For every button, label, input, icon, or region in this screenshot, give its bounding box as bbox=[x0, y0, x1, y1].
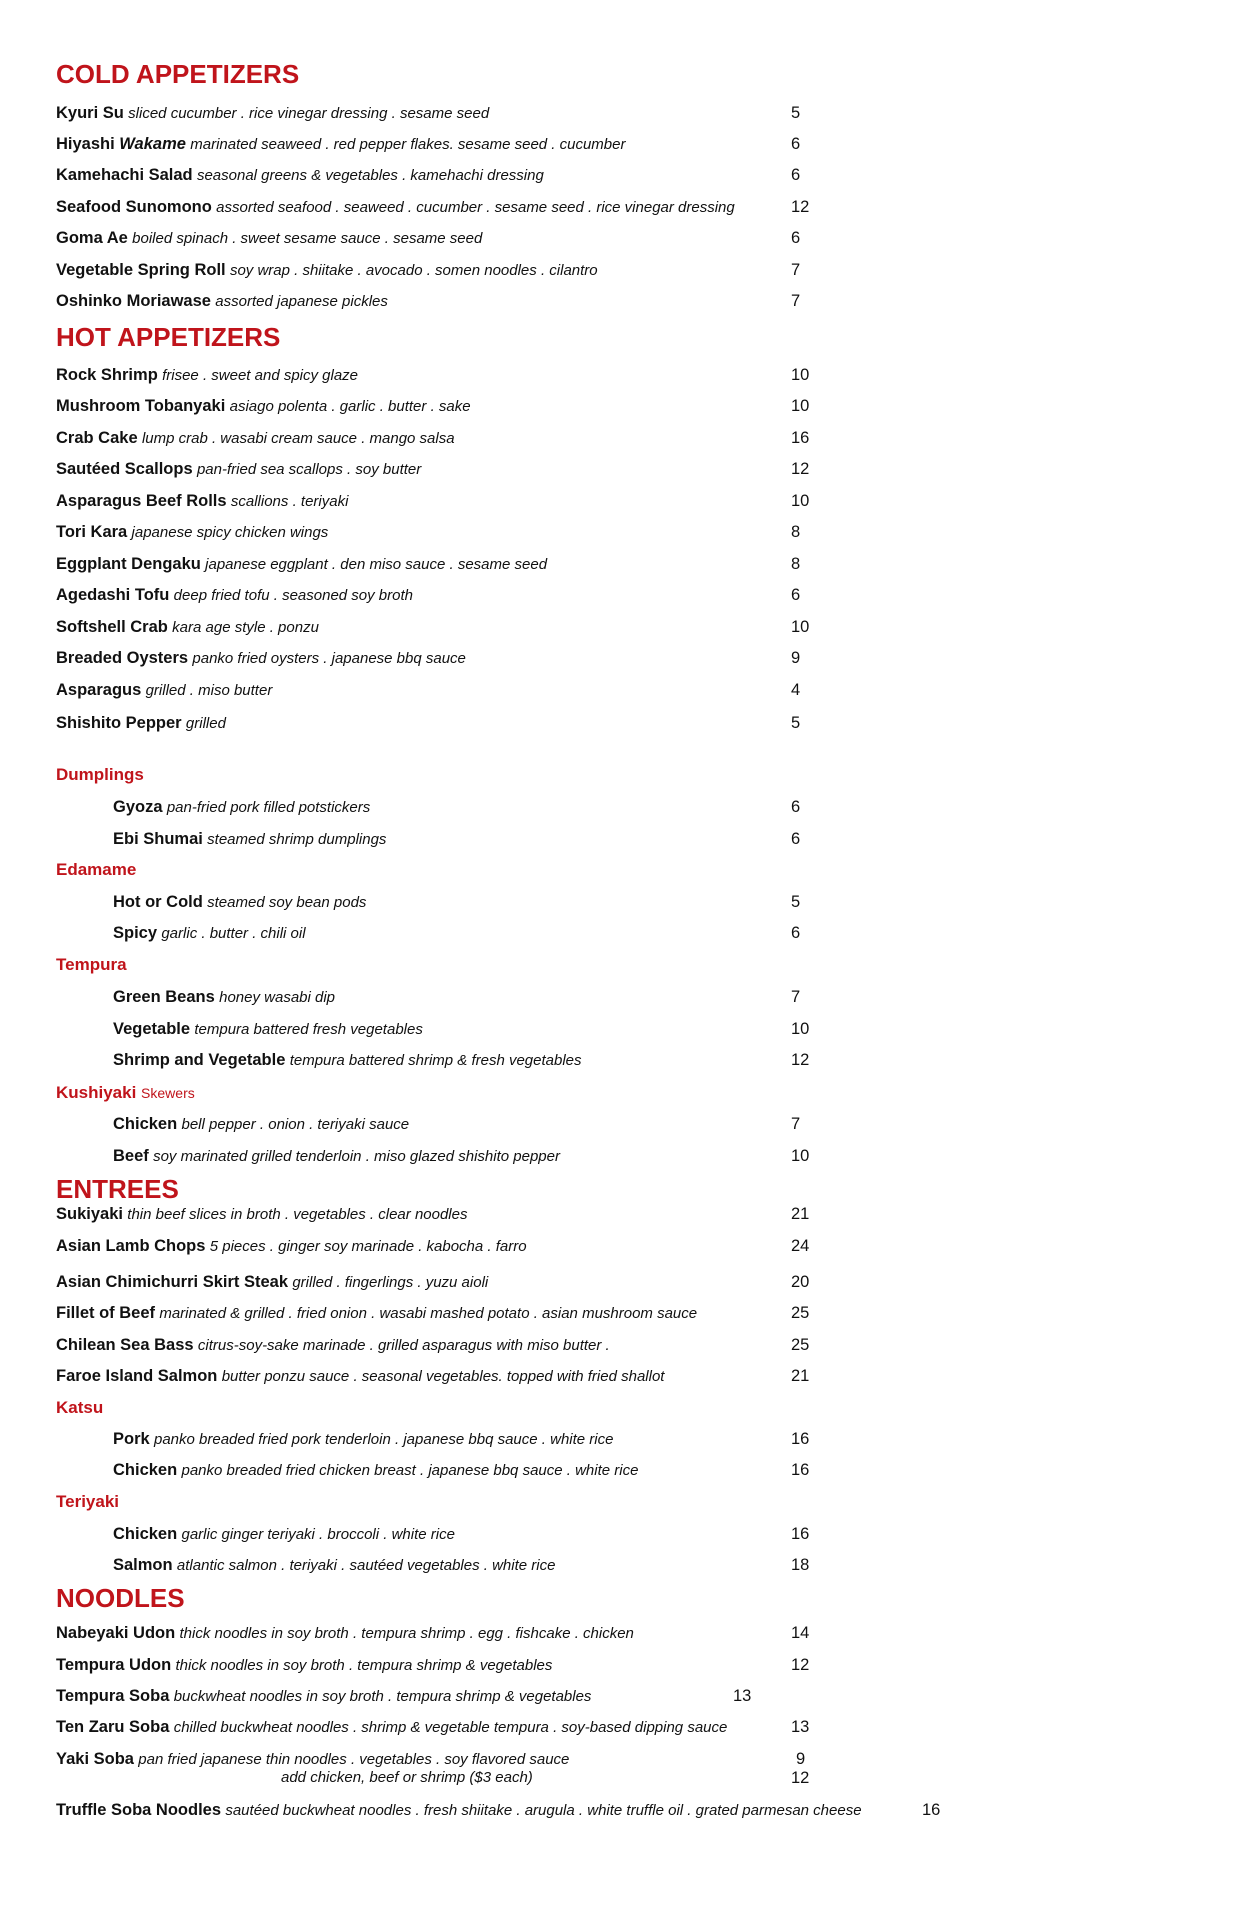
item-price: 16 bbox=[791, 1430, 810, 1448]
item-name: Vegetable Spring Roll bbox=[56, 261, 226, 279]
item-price: 10 bbox=[791, 1147, 810, 1165]
item-price: 8 bbox=[791, 523, 801, 541]
item-price: 25 bbox=[791, 1336, 810, 1354]
menu-item bbox=[56, 365, 358, 386]
item-name: Ten Zaru Soba bbox=[56, 1718, 170, 1736]
menu-item bbox=[56, 491, 348, 512]
item-name: Yaki Soba bbox=[56, 1750, 134, 1768]
item-desc: sliced cucumber . rice vinegar dressing . sesame seed bbox=[128, 105, 490, 122]
menu-item bbox=[113, 1019, 423, 1040]
item-price: 6 bbox=[791, 135, 801, 153]
menu-item bbox=[56, 103, 489, 124]
menu-item bbox=[56, 1366, 664, 1387]
menu-item bbox=[113, 1146, 560, 1167]
item-desc: citrus-soy-sake marinade . grilled asparagus with miso butter . bbox=[197, 1337, 610, 1354]
subsection-title-katsu: Katsu bbox=[56, 1398, 104, 1417]
menu-item bbox=[56, 1272, 488, 1293]
item-name: Faroe Island Salmon bbox=[56, 1367, 218, 1385]
item-price: 5 bbox=[791, 893, 801, 911]
menu-item bbox=[56, 522, 328, 543]
item-desc: soy marinated grilled tenderloin . miso glazed shishito pepper bbox=[153, 1148, 560, 1165]
menu-item bbox=[113, 829, 386, 850]
item-name: Shishito Pepper bbox=[56, 714, 182, 732]
menu-item bbox=[113, 1460, 638, 1481]
item-price: 10 bbox=[791, 492, 810, 510]
item-price: 16 bbox=[791, 1525, 810, 1543]
item-desc: scallions . teriyaki bbox=[230, 493, 349, 510]
item-desc: chilled buckwheat noodles . shrimp & vegetable tempura . soy-based dipping sauce bbox=[173, 1719, 728, 1736]
item-name: Kamehachi Salad bbox=[56, 166, 193, 184]
item-price: 12 bbox=[791, 198, 810, 216]
item-price: 9 bbox=[796, 1750, 806, 1768]
item-note: add chicken, beef or shrimp ($3 each) bbox=[281, 1769, 533, 1786]
item-desc: assorted seafood . seaweed . cucumber . sesame seed . rice vinegar dressing bbox=[216, 199, 735, 216]
item-desc: thick noodles in soy broth . tempura shrimp . egg . fishcake . chicken bbox=[179, 1625, 634, 1642]
item-price: 21 bbox=[791, 1205, 810, 1223]
menu-item bbox=[56, 459, 421, 480]
item-name: Sautéed Scallops bbox=[56, 460, 193, 478]
menu-item bbox=[113, 1429, 613, 1450]
menu-item bbox=[56, 1335, 610, 1356]
item-name: Asian Lamb Chops bbox=[56, 1237, 206, 1255]
item-name: Asparagus bbox=[56, 681, 142, 699]
menu-item bbox=[56, 1236, 527, 1257]
item-name: Spicy bbox=[113, 924, 158, 942]
item-name: Beef bbox=[113, 1147, 149, 1165]
item-name: Sukiyaki bbox=[56, 1205, 123, 1223]
item-desc: 5 pieces . ginger soy marinade . kabocha . farro bbox=[209, 1238, 527, 1255]
item-price: 6 bbox=[791, 924, 801, 942]
item-desc: grilled . fingerlings . yuzu aioli bbox=[292, 1274, 489, 1291]
item-price: 12 bbox=[791, 1656, 810, 1674]
item-name: Green Beans bbox=[113, 988, 215, 1006]
menu-item bbox=[113, 1524, 455, 1545]
menu-item bbox=[56, 680, 272, 701]
menu-item bbox=[113, 923, 306, 944]
subsection-title-tempura: Tempura bbox=[56, 955, 127, 974]
item-name: Crab Cake bbox=[56, 429, 138, 447]
item-price: 7 bbox=[791, 988, 801, 1006]
item-price-secondary: 12 bbox=[791, 1769, 810, 1787]
item-price: 16 bbox=[791, 429, 810, 447]
item-name: Chilean Sea Bass bbox=[56, 1336, 194, 1354]
item-desc: marinated seaweed . red pepper flakes. sesame seed . cucumber bbox=[190, 136, 626, 153]
menu-item bbox=[113, 892, 366, 913]
menu-item bbox=[56, 1686, 591, 1707]
item-price: 7 bbox=[791, 261, 801, 279]
menu-item bbox=[56, 1303, 697, 1324]
item-price: 12 bbox=[791, 460, 810, 478]
item-price: 16 bbox=[791, 1461, 810, 1479]
item-name: Shrimp and Vegetable bbox=[113, 1051, 286, 1069]
item-name: Hot or Cold bbox=[113, 893, 203, 911]
item-desc: asiago polenta . garlic . butter . sake bbox=[229, 398, 471, 415]
item-name: Fillet of Beef bbox=[56, 1304, 156, 1322]
item-name: Tori Kara bbox=[56, 523, 128, 541]
menu-item bbox=[113, 987, 335, 1008]
item-name: Rock Shrimp bbox=[56, 366, 158, 384]
item-price: 14 bbox=[791, 1624, 810, 1642]
item-desc: pan fried japanese thin noodles . vegetables . soy flavored sauce bbox=[138, 1751, 570, 1768]
item-desc: garlic . butter . chili oil bbox=[161, 925, 306, 942]
item-desc: bell pepper . onion . teriyaki sauce bbox=[181, 1116, 410, 1133]
subsection-title-teriyaki: Teriyaki bbox=[56, 1492, 120, 1511]
item-name: Goma Ae bbox=[56, 229, 128, 247]
item-price: 13 bbox=[791, 1718, 810, 1736]
item-desc: marinated & grilled . fried onion . wasabi mashed potato . asian mushroom sauce bbox=[159, 1305, 698, 1322]
item-desc: panko breaded fried pork tenderloin . japanese bbq sauce . white rice bbox=[154, 1431, 614, 1448]
item-price: 4 bbox=[791, 681, 801, 699]
menu-item bbox=[56, 1749, 569, 1770]
menu-item bbox=[56, 585, 413, 606]
item-desc: deep fried tofu . seasoned soy broth bbox=[173, 587, 413, 604]
menu-item bbox=[113, 1114, 409, 1135]
item-name: Kyuri Su bbox=[56, 104, 124, 122]
item-name: Pork bbox=[113, 1430, 150, 1448]
item-price: 10 bbox=[791, 618, 810, 636]
item-price: 6 bbox=[791, 586, 801, 604]
item-price: 12 bbox=[791, 1051, 810, 1069]
item-price: 5 bbox=[791, 714, 801, 732]
item-name: Chicken bbox=[113, 1115, 178, 1133]
item-price: 10 bbox=[791, 1020, 810, 1038]
item-name: Truffle Soba Noodles bbox=[56, 1801, 222, 1819]
item-name: Mushroom Tobanyaki bbox=[56, 397, 226, 415]
item-desc: pan-fried sea scallops . soy butter bbox=[196, 461, 422, 478]
item-name: Gyoza bbox=[113, 798, 163, 816]
item-desc: butter ponzu sauce . seasonal vegetables. topped with fried shallot bbox=[221, 1368, 665, 1385]
menu-item bbox=[113, 797, 370, 818]
item-desc: panko breaded fried chicken breast . japanese bbq sauce . white rice bbox=[181, 1462, 639, 1479]
menu-item bbox=[56, 428, 455, 449]
item-price: 5 bbox=[791, 104, 801, 122]
subsection-subtitle: Skewers bbox=[141, 1085, 195, 1101]
item-name: Asparagus Beef Rolls bbox=[56, 492, 227, 510]
item-desc: seasonal greens & vegetables . kamehachi dressing bbox=[196, 167, 544, 184]
item-desc: japanese spicy chicken wings bbox=[131, 524, 329, 541]
item-desc: assorted japanese pickles bbox=[215, 293, 388, 310]
item-desc: kara age style . ponzu bbox=[172, 619, 319, 636]
item-name: Tempura Udon bbox=[56, 1656, 172, 1674]
item-desc: grilled bbox=[185, 715, 226, 732]
item-price: 10 bbox=[791, 366, 810, 384]
item-desc: atlantic salmon . teriyaki . sautéed vegetables . white rice bbox=[176, 1557, 556, 1574]
item-price: 24 bbox=[791, 1237, 810, 1255]
menu-item bbox=[56, 1717, 727, 1738]
menu-item bbox=[56, 713, 226, 734]
menu-item bbox=[56, 1623, 634, 1644]
menu-item bbox=[56, 165, 544, 186]
section-title-cold-appetizers: COLD APPETIZERS bbox=[56, 59, 300, 89]
item-desc: tempura battered fresh vegetables bbox=[194, 1021, 423, 1038]
section-title-noodles: NOODLES bbox=[56, 1583, 185, 1613]
item-price: 7 bbox=[791, 1115, 801, 1133]
item-desc: pan-fried pork filled potstickers bbox=[166, 799, 371, 816]
item-name: Asian Chimichurri Skirt Steak bbox=[56, 1273, 288, 1291]
menu-item bbox=[56, 648, 466, 669]
item-name: Nabeyaki Udon bbox=[56, 1624, 176, 1642]
item-desc: thin beef slices in broth . vegetables . clear noodles bbox=[127, 1206, 468, 1223]
menu-item bbox=[56, 1204, 467, 1225]
section-title-entrees: ENTREES bbox=[56, 1174, 179, 1204]
item-name: Eggplant Dengaku bbox=[56, 555, 201, 573]
item-desc: soy wrap . shiitake . avocado . somen noodles . cilantro bbox=[229, 262, 598, 279]
item-desc: sautéed buckwheat noodles . fresh shiitake . arugula . white truffle oil . grated parmesan cheese bbox=[225, 1802, 862, 1819]
item-price: 7 bbox=[791, 292, 801, 310]
item-name: Agedashi Tofu bbox=[56, 586, 170, 604]
menu-item bbox=[56, 617, 319, 638]
item-desc: panko fried oysters . japanese bbq sauce bbox=[192, 650, 466, 667]
menu-item bbox=[113, 1050, 582, 1071]
item-price: 6 bbox=[791, 166, 801, 184]
item-name: Salmon bbox=[113, 1556, 173, 1574]
item-price: 8 bbox=[791, 555, 801, 573]
item-desc: tempura battered shrimp & fresh vegetables bbox=[289, 1052, 582, 1069]
subsection-title-kushiyaki bbox=[56, 1082, 195, 1104]
item-name: Chicken bbox=[113, 1461, 178, 1479]
item-price: 10 bbox=[791, 397, 810, 415]
item-desc: buckwheat noodles in soy broth . tempura shrimp & vegetables bbox=[173, 1688, 592, 1705]
item-price: 16 bbox=[922, 1801, 941, 1819]
menu-item bbox=[113, 1555, 555, 1576]
item-desc: grilled . miso butter bbox=[145, 682, 273, 699]
subsection-title-dumplings: Dumplings bbox=[56, 765, 144, 784]
item-desc: lump crab . wasabi cream sauce . mango salsa bbox=[141, 430, 455, 447]
item-desc: steamed shrimp dumplings bbox=[207, 831, 387, 848]
menu-item bbox=[56, 554, 547, 575]
menu-item bbox=[56, 396, 471, 417]
item-price: 13 bbox=[733, 1687, 752, 1705]
item-desc: thick noodles in soy broth . tempura shrimp & vegetables bbox=[175, 1657, 553, 1674]
menu-item bbox=[56, 260, 598, 281]
menu-item bbox=[56, 291, 388, 312]
item-name: Chicken bbox=[113, 1525, 178, 1543]
item-name: Softshell Crab bbox=[56, 618, 168, 636]
menu-item bbox=[56, 1800, 862, 1821]
item-price: 6 bbox=[791, 798, 801, 816]
item-desc: steamed soy bean pods bbox=[207, 894, 367, 911]
menu-item bbox=[56, 197, 735, 218]
item-name: Tempura Soba bbox=[56, 1687, 170, 1705]
item-name: Ebi Shumai bbox=[113, 830, 203, 848]
item-desc: garlic ginger teriyaki . broccoli . white rice bbox=[181, 1526, 455, 1543]
item-desc: frisee . sweet and spicy glaze bbox=[162, 367, 359, 384]
item-desc: boiled spinach . sweet sesame sauce . sesame seed bbox=[132, 230, 483, 247]
menu-item bbox=[56, 134, 625, 155]
subsection-title: Kushiyaki bbox=[56, 1083, 137, 1102]
item-price: 20 bbox=[791, 1273, 810, 1291]
item-name-emphasis: Wakame bbox=[119, 135, 186, 153]
item-name: Hiyashi bbox=[56, 135, 120, 153]
subsection-title-edamame: Edamame bbox=[56, 860, 137, 879]
item-price: 6 bbox=[791, 830, 801, 848]
item-name: Breaded Oysters bbox=[56, 649, 189, 667]
item-name: Oshinko Moriawase bbox=[56, 292, 211, 310]
item-price: 21 bbox=[791, 1367, 810, 1385]
item-price: 25 bbox=[791, 1304, 810, 1322]
menu-item bbox=[56, 1655, 552, 1676]
menu-item bbox=[56, 228, 482, 249]
item-name: Vegetable bbox=[113, 1020, 191, 1038]
item-desc: honey wasabi dip bbox=[219, 989, 336, 1006]
item-price: 6 bbox=[791, 229, 801, 247]
section-title-hot-appetizers: HOT APPETIZERS bbox=[56, 322, 281, 352]
item-price: 9 bbox=[791, 649, 801, 667]
item-desc: japanese eggplant . den miso sauce . sesame seed bbox=[205, 556, 548, 573]
item-name: Seafood Sunomono bbox=[56, 198, 212, 216]
item-price: 18 bbox=[791, 1556, 810, 1574]
